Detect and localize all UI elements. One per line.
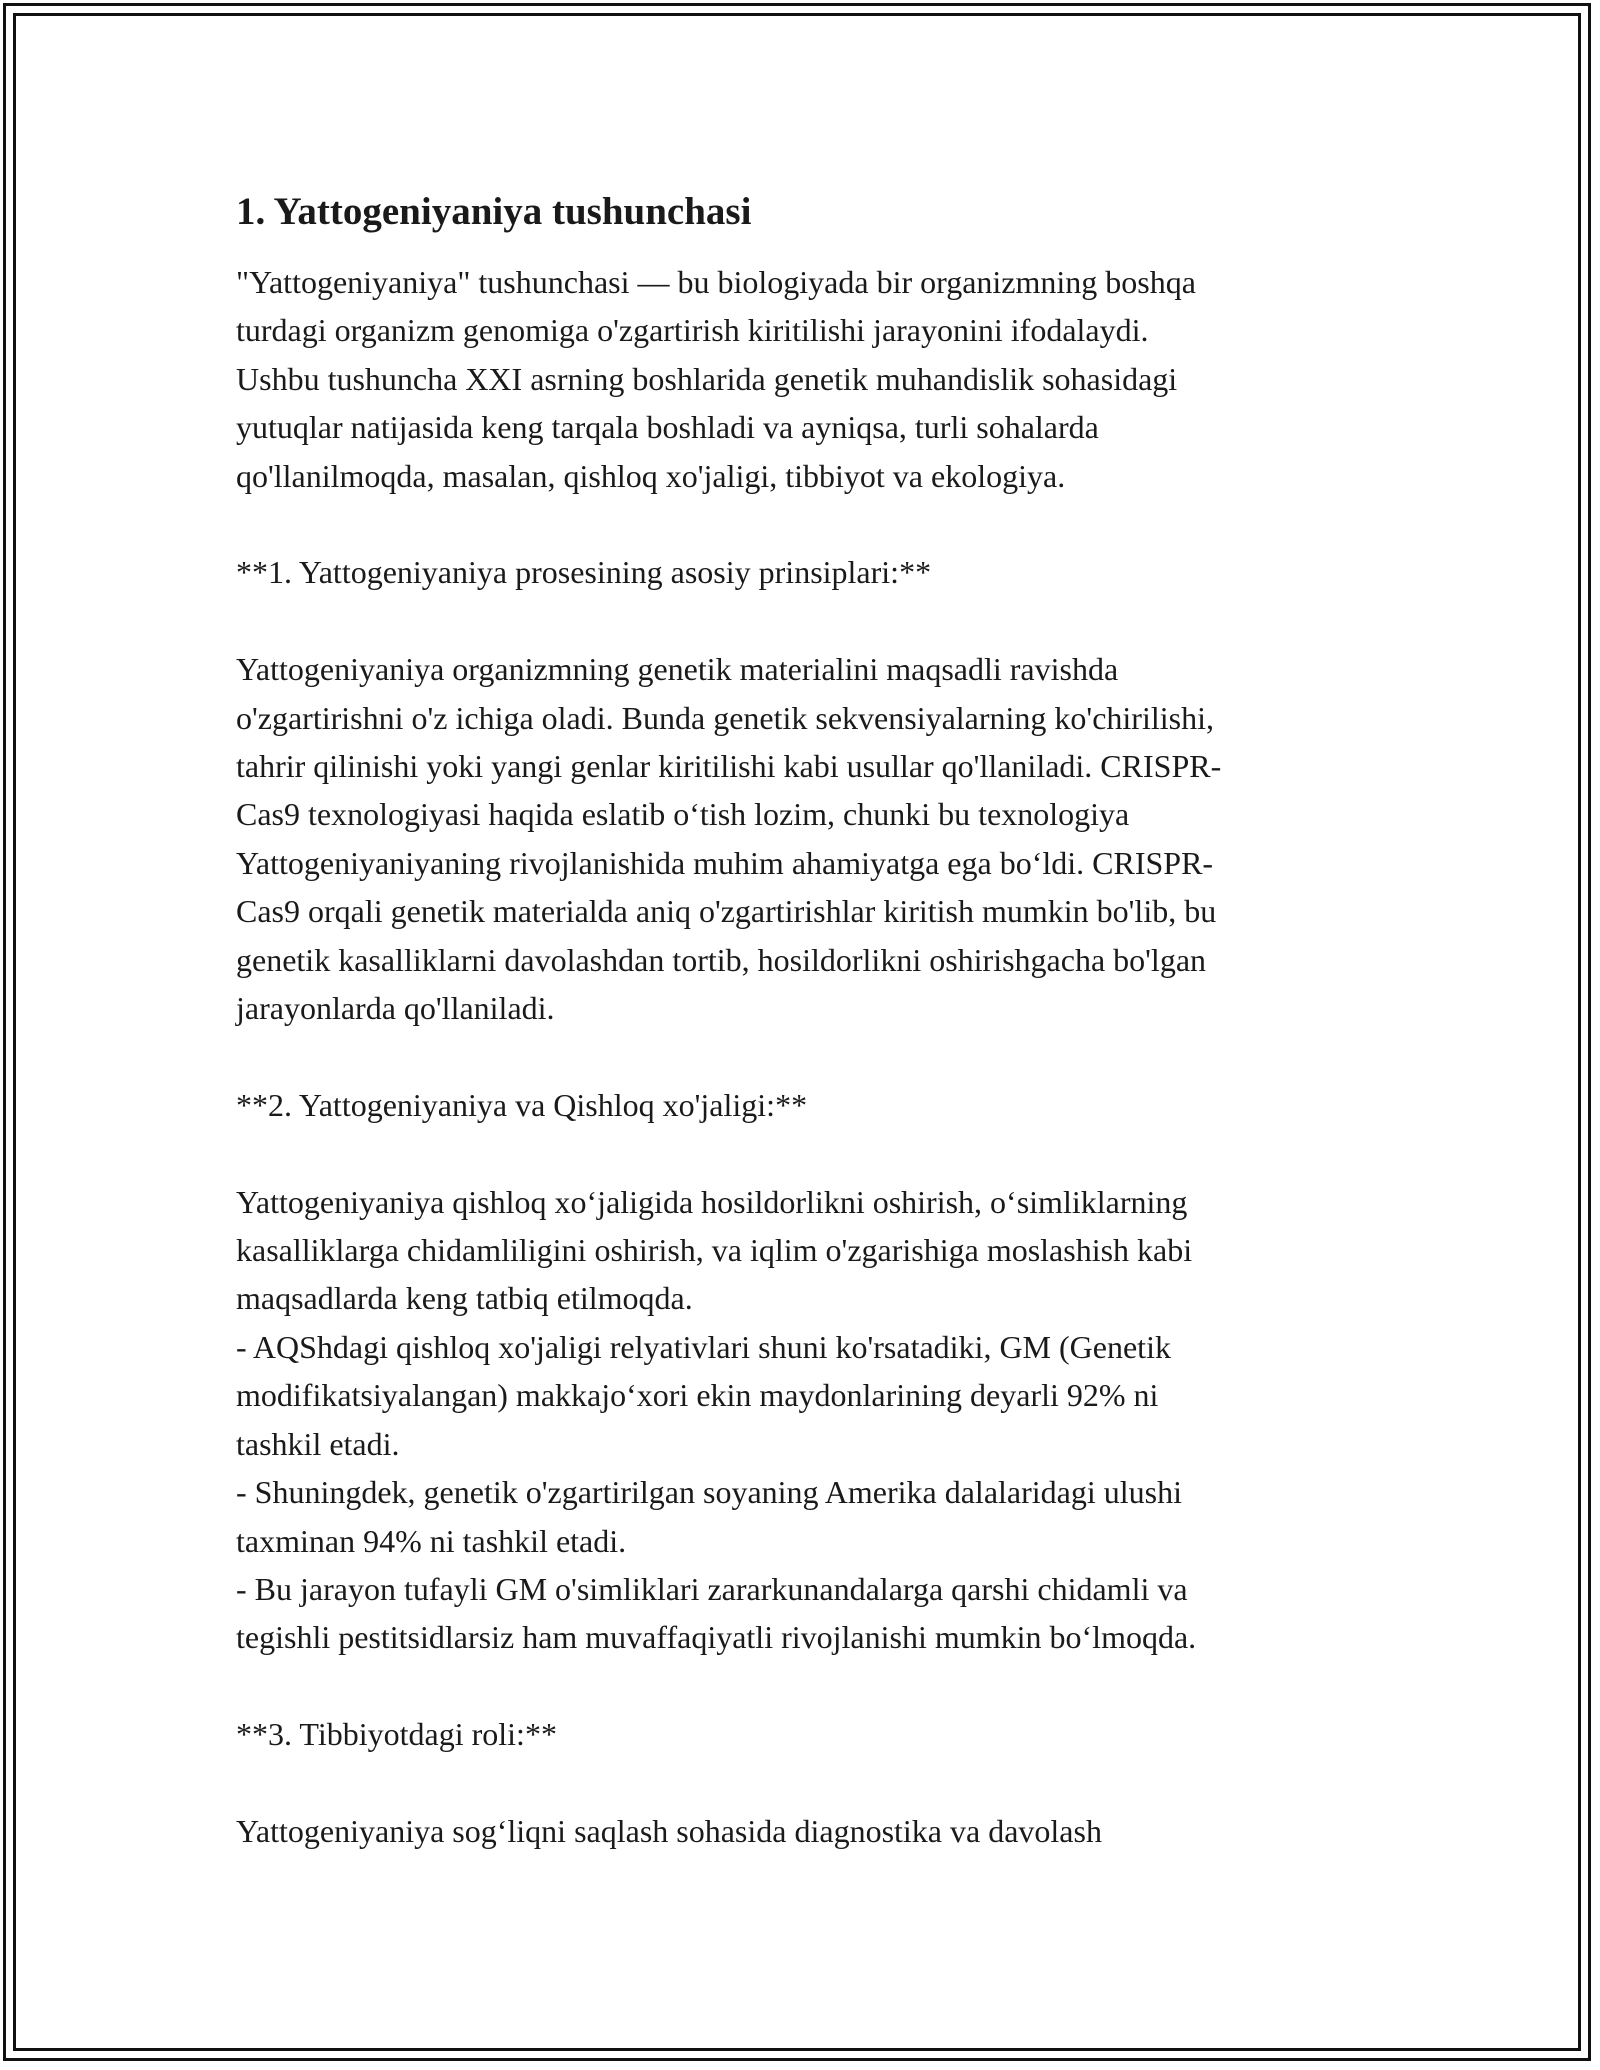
paragraph-gap [236, 1129, 1386, 1177]
document-body [236, 258, 1386, 1855]
text-line: tashkil etadi. [236, 1425, 400, 1462]
paragraph [236, 1178, 1386, 1662]
paragraph-gap [236, 500, 1386, 548]
text-line: o'zgartirishni o'z ichiga oladi. Bunda genetik sekvensiyalarning ko'chirilishi, [236, 699, 1214, 736]
text-line: "Yattogeniyaniya" tushunchasi — bu biologiyada bir organizmning boshqa [236, 264, 1196, 300]
text-line: jarayonlarda qo'llaniladi. [236, 990, 555, 1027]
text-line: Cas9 orqali genetik materialda aniq o'zgartirishlar kiritish mumkin bo'lib, bu [236, 893, 1217, 930]
text-line: **2. Yattogeniyaniya va Qishloq xo'jaligi:** [236, 1086, 808, 1123]
text-line: tegishli pestitsidlarsiz ham muvaffaqiyatli rivojlanishi mumkin bo‘lmoqda. [236, 1619, 1197, 1656]
paragraph [236, 1081, 1386, 1129]
text-line: maqsadlarda keng tatbiq etilmoqda. [236, 1280, 693, 1317]
text-line: tahrir qilinishi yoki yangi genlar kiritilishi kabi usullar qo'llaniladi. CRISPR- [236, 748, 1222, 785]
text-line: Yattogeniyaniya qishloq xo‘jaligida hosildorlikni oshirish, o‘simliklarning [236, 1183, 1188, 1220]
document-page [236, 188, 1386, 1855]
text-line: - AQShdagi qishloq xo'jaligi relyativlari shuni ko'rsatadiki, GM (Genetik [236, 1328, 1171, 1365]
text-line: **3. Tibbiyotdagi roli:** [236, 1716, 557, 1753]
text-line: Ushbu tushuncha XXI asrning boshlarida genetik muhandislik sohasidagi [236, 360, 1178, 397]
text-line: modifikatsiyalangan) makkajo‘xori ekin maydonlarining deyarli 92% ni [236, 1377, 1159, 1414]
paragraph [236, 1710, 1386, 1758]
text-line: Yattogeniyaniya organizmning genetik materialini maqsadli ravishda [236, 651, 1119, 688]
text-line: Yattogeniyaniya sog‘liqni saqlash sohasida diagnostika va davolash [236, 1812, 1102, 1849]
paragraph [236, 258, 1386, 500]
text-line: Cas9 texnologiyasi haqida eslatib o‘tish lozim, chunki bu texnologiya [236, 796, 1130, 833]
paragraph [236, 1807, 1386, 1855]
text-line: **1. Yattogeniyaniya prosesining asosiy prinsiplari:** [236, 554, 932, 591]
text-line: yutuqlar natijasida keng tarqala boshladi va ayniqsa, turli sohalarda [236, 409, 1099, 446]
text-line: - Bu jarayon tufayli GM o'simliklari zararkunandalarga qarshi chidamli va [236, 1570, 1188, 1607]
paragraph [236, 645, 1386, 1032]
paragraph-gap [236, 597, 1386, 645]
text-line: turdagi organizm genomiga o'zgartirish kiritilishi jarayonini ifodalaydi. [236, 312, 1149, 349]
paragraph-gap [236, 1759, 1386, 1807]
paragraph [236, 548, 1386, 596]
text-line: - Shuningdek, genetik o'zgartirilgan soyaning Amerika dalalaridagi ulushi [236, 1474, 1182, 1511]
text-line: qo'llanilmoqda, masalan, qishloq xo'jaligi, tibbiyot va ekologiya. [236, 457, 1066, 494]
text-line: kasalliklarga chidamliligini oshirish, va iqlim o'zgarishiga moslashish kabi [236, 1232, 1193, 1269]
text-line: taxminan 94% ni tashkil etadi. [236, 1522, 627, 1559]
text-line: genetik kasalliklarni davolashdan tortib, hosildorlikni oshirishgacha bo'lgan [236, 941, 1207, 978]
text-line: Yattogeniyaniyaning rivojlanishida muhim ahamiyatga ega bo‘ldi. CRISPR- [236, 844, 1214, 881]
document-heading: 1. Yattogeniyaniya tushunchasi [236, 190, 752, 233]
paragraph-gap [236, 1662, 1386, 1710]
paragraph-gap [236, 1032, 1386, 1080]
